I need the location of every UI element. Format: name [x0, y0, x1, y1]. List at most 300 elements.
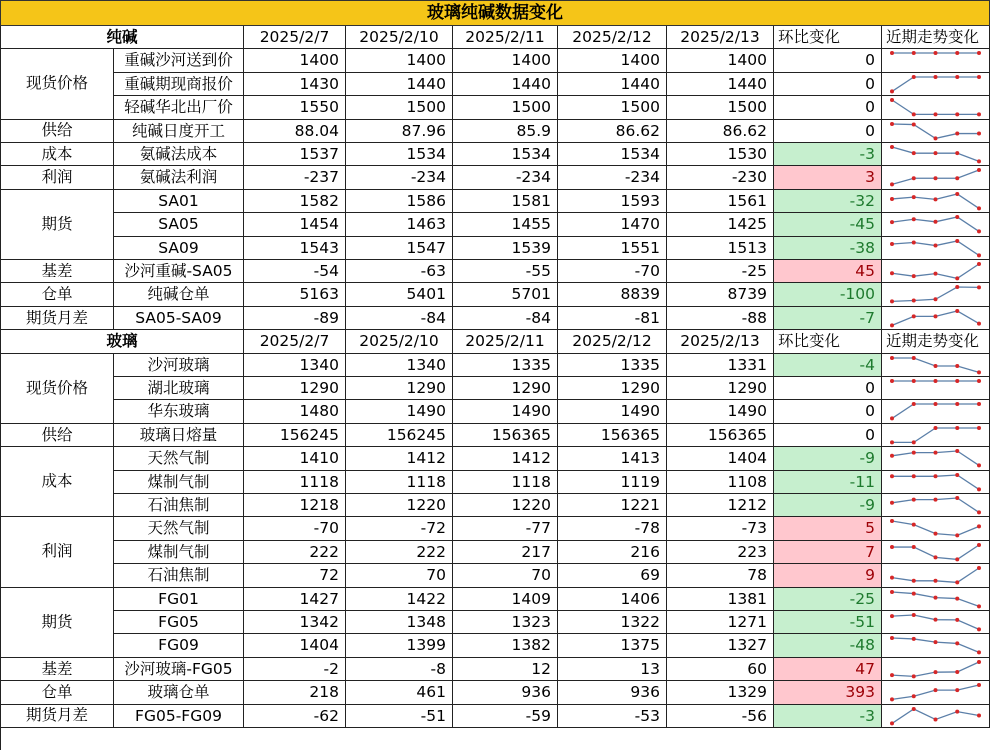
sparkline-point	[977, 370, 981, 374]
sparkline-point	[955, 364, 959, 368]
group-label: 仓单	[1, 681, 114, 704]
value-cell: 1323	[453, 611, 558, 634]
sparkline-point	[912, 694, 916, 698]
value-cell: 1406	[558, 588, 667, 611]
sparkline-point	[977, 75, 981, 79]
sparkline-point	[912, 498, 916, 502]
section-name: 玻璃	[1, 330, 244, 353]
item-label: 沙河玻璃-FG05	[114, 658, 244, 681]
value-cell: 8839	[558, 283, 667, 306]
sparkline-point	[890, 197, 894, 201]
value-cell: 1561	[667, 190, 774, 213]
sparkline-point	[977, 525, 981, 529]
sparkline-path	[892, 404, 979, 418]
value-cell: -63	[346, 260, 453, 283]
sparkline-point	[955, 402, 959, 406]
value-cell: 1530	[667, 143, 774, 166]
sparkline-point	[977, 660, 981, 664]
group-label: 期货月差	[1, 705, 114, 728]
sparkline-point	[977, 379, 981, 383]
sparkline-point	[955, 215, 959, 219]
value-cell: 1425	[667, 213, 774, 236]
value-cell: -59	[453, 705, 558, 728]
sparkline-point	[912, 402, 916, 406]
value-cell: 1412	[346, 447, 453, 470]
sparkline-point	[955, 449, 959, 453]
value-cell: 936	[453, 681, 558, 704]
sparkline-point	[934, 555, 938, 559]
trend-cell	[882, 237, 990, 260]
item-label: SA01	[114, 190, 244, 213]
sparkline-point	[934, 474, 938, 478]
item-label: 轻碱华北出厂价	[114, 96, 244, 119]
sparkline-point	[890, 417, 894, 421]
value-cell: 1290	[558, 377, 667, 400]
sparkline-point	[912, 113, 916, 117]
sparkline-point	[977, 604, 981, 608]
change-cell: -25	[774, 588, 882, 611]
sparkline-point	[934, 197, 938, 201]
trend-cell	[882, 424, 990, 447]
change-cell: -100	[774, 283, 882, 306]
value-cell: -72	[346, 517, 453, 540]
sparkline-point	[934, 532, 938, 536]
sparkline-point	[912, 195, 916, 199]
sparkline-point	[890, 183, 894, 187]
trend-cell	[882, 494, 990, 517]
sparkline-point	[955, 75, 959, 79]
value-cell: -84	[453, 307, 558, 330]
trend-cell	[882, 377, 990, 400]
sparkline-path	[892, 77, 979, 91]
item-label: SA05-SA09	[114, 307, 244, 330]
value-cell: 1593	[558, 190, 667, 213]
value-cell: -56	[667, 705, 774, 728]
trend-sparkline	[882, 73, 989, 95]
date-header: 2025/2/10	[346, 26, 453, 49]
trend-sparkline	[882, 307, 989, 329]
date-header: 2025/2/13	[667, 330, 774, 353]
sparkline-point	[912, 579, 916, 583]
sparkline-point	[890, 545, 894, 549]
sparkline-point	[977, 168, 981, 172]
value-cell: 5163	[244, 283, 346, 306]
date-header: 2025/2/10	[346, 330, 453, 353]
value-cell: 1551	[558, 237, 667, 260]
sparkline-point	[890, 454, 894, 458]
value-cell: 1534	[558, 143, 667, 166]
section-name: 纯碱	[1, 26, 244, 49]
trend-cell	[882, 611, 990, 634]
sparkline-point	[890, 323, 894, 327]
sparkline-point	[955, 51, 959, 55]
value-cell: 222	[346, 541, 453, 564]
group-label: 供给	[1, 424, 114, 447]
sparkline-point	[890, 576, 894, 580]
trend-cell	[882, 354, 990, 377]
trend-sparkline	[882, 447, 989, 469]
group-label: 利润	[1, 517, 114, 587]
value-cell: 1440	[453, 73, 558, 96]
value-cell: 1212	[667, 494, 774, 517]
trend-sparkline	[882, 588, 989, 610]
sparkline-point	[912, 451, 916, 455]
sparkline-point	[977, 131, 981, 135]
change-cell: -7	[774, 307, 882, 330]
value-cell: 1490	[453, 400, 558, 423]
value-cell: 1290	[453, 377, 558, 400]
item-label: FG09	[114, 634, 244, 657]
trend-cell	[882, 143, 990, 166]
sparkline-point	[912, 379, 916, 383]
sparkline-point	[890, 501, 894, 505]
value-cell: -230	[667, 166, 774, 189]
value-cell: -237	[244, 166, 346, 189]
trend-sparkline	[882, 354, 989, 376]
sparkline-point	[912, 523, 916, 527]
value-cell: 1348	[346, 611, 453, 634]
date-header: 2025/2/13	[667, 26, 774, 49]
value-cell: -234	[346, 166, 453, 189]
sparkline-point	[955, 426, 959, 430]
sparkline-path	[892, 615, 979, 629]
value-cell: 1400	[346, 49, 453, 72]
sparkline-point	[934, 498, 938, 502]
trend-sparkline	[882, 681, 989, 703]
sparkline-point	[934, 402, 938, 406]
value-cell: 1440	[667, 73, 774, 96]
sparkline-point	[934, 426, 938, 430]
item-label: 重碱沙河送到价	[114, 49, 244, 72]
sparkline-point	[934, 364, 938, 368]
group-label: 期货	[1, 190, 114, 260]
value-cell: 1290	[244, 377, 346, 400]
value-cell: 1440	[346, 73, 453, 96]
value-cell: 1470	[558, 213, 667, 236]
sparkline-point	[934, 379, 938, 383]
value-cell: 1582	[244, 190, 346, 213]
trend-sparkline	[882, 611, 989, 633]
value-cell: 1382	[453, 634, 558, 657]
value-cell: 5401	[346, 283, 453, 306]
sparkline-point	[890, 519, 894, 523]
sparkline-path	[892, 124, 979, 138]
sparkline-point	[977, 487, 981, 491]
item-label: 沙河玻璃	[114, 354, 244, 377]
item-label: 氨碱法成本	[114, 143, 244, 166]
value-cell: 1118	[346, 471, 453, 494]
value-cell: 1422	[346, 588, 453, 611]
change-cell: -4	[774, 354, 882, 377]
item-label: 煤制气制	[114, 541, 244, 564]
sparkline-point	[890, 614, 894, 618]
sparkline-point	[912, 356, 916, 360]
sparkline-point	[934, 451, 938, 455]
sparkline-point	[890, 51, 894, 55]
value-cell: 1537	[244, 143, 346, 166]
trend-cell	[882, 681, 990, 704]
change-cell: 5	[774, 517, 882, 540]
date-header: 2025/2/11	[453, 26, 558, 49]
item-label: FG05	[114, 611, 244, 634]
sparkline-point	[955, 131, 959, 135]
value-cell: -234	[453, 166, 558, 189]
trend-sparkline	[882, 400, 989, 422]
value-cell: -70	[244, 517, 346, 540]
trend-cell	[882, 634, 990, 657]
value-cell: 1490	[667, 400, 774, 423]
sparkline-point	[934, 670, 938, 674]
sparkline-point	[934, 113, 938, 117]
item-label: FG01	[114, 588, 244, 611]
value-cell: 1409	[453, 588, 558, 611]
sparkline-point	[977, 262, 981, 266]
value-cell: 1271	[667, 611, 774, 634]
value-cell: 1404	[667, 447, 774, 470]
value-cell: 1400	[558, 49, 667, 72]
sparkline-point	[977, 402, 981, 406]
sparkline-path	[892, 428, 979, 442]
change-cell: -38	[774, 237, 882, 260]
trend-cell	[882, 705, 990, 728]
value-cell: -70	[558, 260, 667, 283]
value-cell: 1399	[346, 634, 453, 657]
value-cell: -88	[667, 307, 774, 330]
data-grid	[0, 26, 990, 750]
change-cell: 7	[774, 541, 882, 564]
value-cell: 70	[346, 564, 453, 587]
value-cell: 217	[453, 541, 558, 564]
value-cell: 156365	[558, 424, 667, 447]
value-cell: 223	[667, 541, 774, 564]
value-cell: 1327	[667, 634, 774, 657]
sparkline-point	[934, 220, 938, 224]
sparkline-point	[977, 627, 981, 631]
trend-sparkline	[882, 96, 989, 118]
sparkline-point	[955, 670, 959, 674]
value-cell: 1586	[346, 190, 453, 213]
value-cell: 156365	[667, 424, 774, 447]
value-cell: 1490	[558, 400, 667, 423]
trend-cell	[882, 658, 990, 681]
value-cell: 1342	[244, 611, 346, 634]
trend-cell	[882, 190, 990, 213]
sparkline-point	[955, 534, 959, 538]
value-cell: 1427	[244, 588, 346, 611]
value-cell: 13	[558, 658, 667, 681]
change-cell: 0	[774, 73, 882, 96]
sparkline-point	[977, 713, 981, 717]
group-label: 成本	[1, 143, 114, 166]
group-label: 基差	[1, 260, 114, 283]
change-cell: 9	[774, 564, 882, 587]
value-cell: 1490	[346, 400, 453, 423]
change-cell: -45	[774, 213, 882, 236]
sparkline-point	[977, 253, 981, 257]
item-label: 煤制气制	[114, 471, 244, 494]
trend-cell	[882, 564, 990, 587]
value-cell: 1118	[453, 471, 558, 494]
sparkline-point	[912, 177, 916, 181]
sparkline-point	[934, 243, 938, 247]
item-label: 华东玻璃	[114, 400, 244, 423]
value-cell: 1413	[558, 447, 667, 470]
value-cell: 1480	[244, 400, 346, 423]
sparkline-path	[892, 241, 979, 255]
sparkline-point	[890, 242, 894, 246]
group-label: 现货价格	[1, 354, 114, 424]
sparkline-point	[934, 618, 938, 622]
value-cell: 1547	[346, 237, 453, 260]
trend-header: 近期走势变化	[882, 330, 990, 353]
sparkline-point	[912, 613, 916, 617]
sparkline-point	[934, 75, 938, 79]
value-cell: -2	[244, 658, 346, 681]
trend-sparkline	[882, 213, 989, 235]
sparkline-point	[912, 151, 916, 155]
trend-sparkline	[882, 283, 989, 305]
sparkline-point	[955, 239, 959, 243]
value-cell: 1108	[667, 471, 774, 494]
value-cell: -62	[244, 705, 346, 728]
trend-sparkline	[882, 237, 989, 259]
group-label: 利润	[1, 166, 114, 189]
sparkline-point	[912, 217, 916, 221]
change-header: 环比变化	[774, 330, 882, 353]
trend-sparkline	[882, 190, 989, 212]
trend-cell	[882, 260, 990, 283]
item-label: 石油焦制	[114, 494, 244, 517]
value-cell: 60	[667, 658, 774, 681]
value-cell: 88.04	[244, 120, 346, 143]
value-cell: 461	[346, 681, 453, 704]
trend-sparkline	[882, 120, 989, 142]
sparkline-point	[955, 709, 959, 713]
value-cell: 1220	[453, 494, 558, 517]
sparkline-point	[955, 309, 959, 313]
sparkline-point	[912, 474, 916, 478]
sparkline-point	[890, 721, 894, 725]
item-label: 湖北玻璃	[114, 377, 244, 400]
value-cell: 1322	[558, 611, 667, 634]
value-cell: 1335	[558, 354, 667, 377]
trend-sparkline	[882, 471, 989, 493]
group-label: 基差	[1, 658, 114, 681]
change-cell: -9	[774, 494, 882, 517]
sparkline-point	[955, 581, 959, 585]
trend-sparkline	[882, 377, 989, 399]
change-cell: -9	[774, 447, 882, 470]
trend-sparkline	[882, 166, 989, 188]
value-cell: -53	[558, 705, 667, 728]
trend-cell	[882, 447, 990, 470]
value-cell: 87.96	[346, 120, 453, 143]
value-cell: -78	[558, 517, 667, 540]
sparkline-point	[955, 192, 959, 196]
trend-cell	[882, 517, 990, 540]
change-cell: 0	[774, 400, 882, 423]
sparkline-point	[890, 673, 894, 677]
value-cell: 936	[558, 681, 667, 704]
value-cell: -25	[667, 260, 774, 283]
sparkline-point	[912, 299, 916, 303]
sparkline-point	[955, 177, 959, 181]
sparkline-point	[890, 356, 894, 360]
value-cell: 1404	[244, 634, 346, 657]
value-cell: 1375	[558, 634, 667, 657]
sparkline-point	[890, 698, 894, 702]
trend-sparkline	[882, 260, 989, 282]
sparkline-point	[955, 113, 959, 117]
trend-cell	[882, 120, 990, 143]
sparkline-point	[890, 474, 894, 478]
trend-sparkline	[882, 494, 989, 516]
sparkline-point	[977, 230, 981, 234]
value-cell: 1218	[244, 494, 346, 517]
sparkline-point	[934, 717, 938, 721]
value-cell: 222	[244, 541, 346, 564]
sparkline-point	[890, 590, 894, 594]
change-cell: -3	[774, 705, 882, 728]
group-label: 期货月差	[1, 307, 114, 330]
sparkline-point	[934, 272, 938, 276]
sparkline-point	[934, 136, 938, 140]
sparkline-path	[892, 264, 979, 278]
sparkline-point	[912, 51, 916, 55]
change-cell: 0	[774, 424, 882, 447]
sparkline-point	[955, 285, 959, 289]
sparkline-point	[977, 426, 981, 430]
value-cell: 1340	[346, 354, 453, 377]
change-cell: 0	[774, 96, 882, 119]
date-header: 2025/2/11	[453, 330, 558, 353]
sparkline-point	[890, 300, 894, 304]
value-cell: -84	[346, 307, 453, 330]
trend-cell	[882, 307, 990, 330]
sparkline-point	[955, 557, 959, 561]
sparkline-point	[890, 440, 894, 444]
sparkline-point	[912, 122, 916, 126]
item-label: 玻璃日熔量	[114, 424, 244, 447]
sparkline-path	[892, 100, 979, 114]
group-label: 期货	[1, 588, 114, 658]
sparkline-path	[892, 662, 979, 676]
value-cell: 1455	[453, 213, 558, 236]
change-cell: -48	[774, 634, 882, 657]
value-cell: 218	[244, 681, 346, 704]
group-label: 成本	[1, 447, 114, 517]
value-cell: 69	[558, 564, 667, 587]
change-cell: -51	[774, 611, 882, 634]
item-label: 天然气制	[114, 517, 244, 540]
change-cell: 393	[774, 681, 882, 704]
value-cell: 1500	[558, 96, 667, 119]
value-cell: 1290	[346, 377, 453, 400]
value-cell: -55	[453, 260, 558, 283]
sparkline-point	[934, 641, 938, 645]
value-cell: -8	[346, 658, 453, 681]
sparkline-point	[912, 440, 916, 444]
value-cell: 1400	[453, 49, 558, 72]
date-header: 2025/2/12	[558, 26, 667, 49]
sparkline-point	[955, 642, 959, 646]
sparkline-point	[934, 298, 938, 302]
value-cell: 1463	[346, 213, 453, 236]
value-cell: -89	[244, 307, 346, 330]
value-cell: 1340	[244, 354, 346, 377]
value-cell: 1500	[346, 96, 453, 119]
item-label: 沙河重碱-SA05	[114, 260, 244, 283]
